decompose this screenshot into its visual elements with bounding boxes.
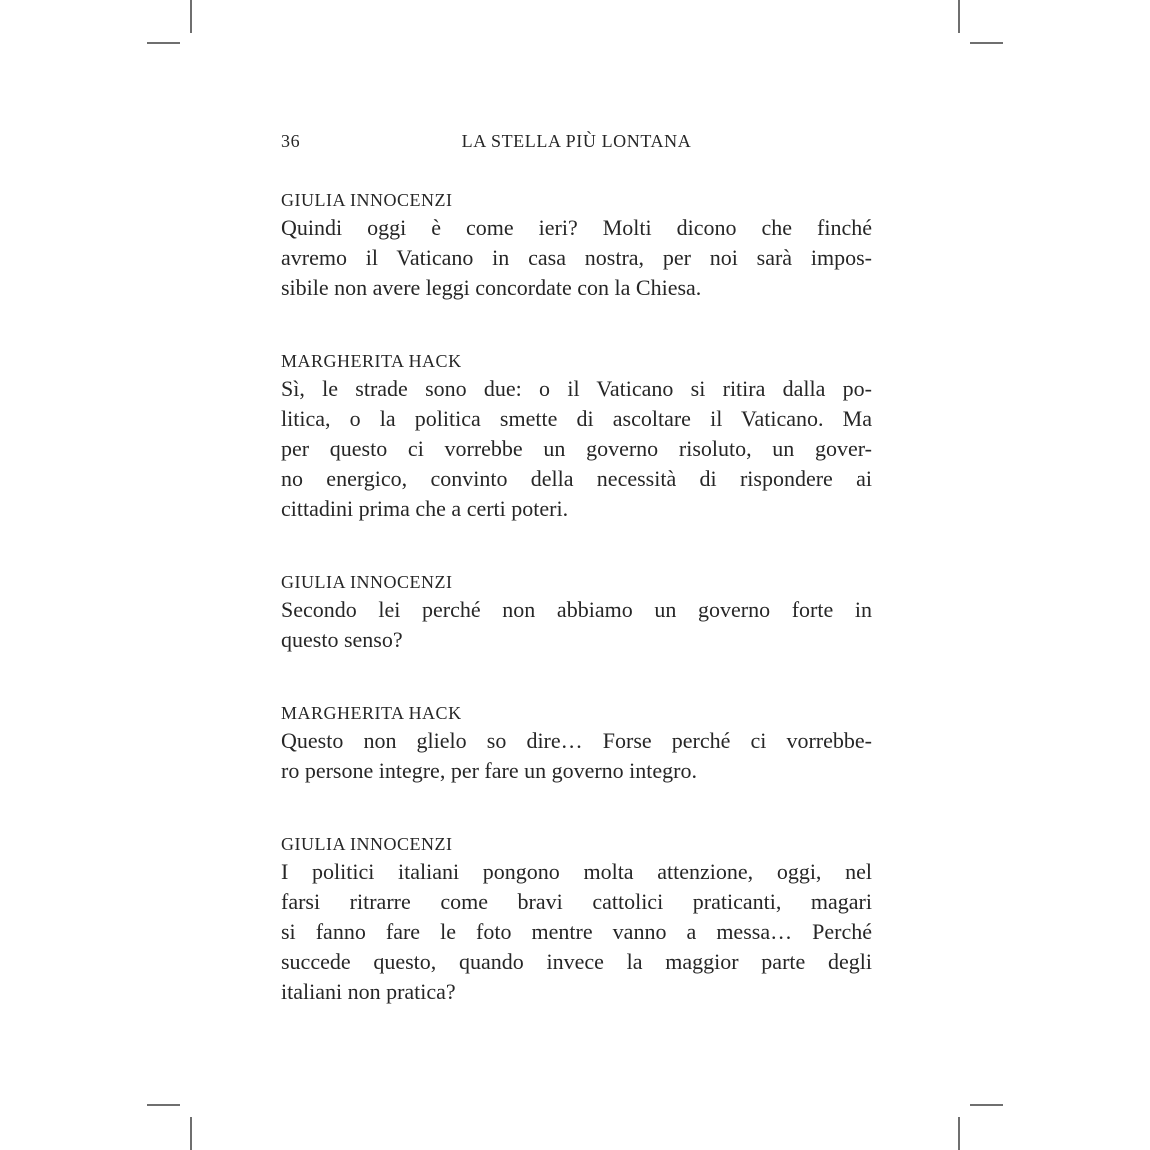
crop-mark-bottom-right-horizontal — [970, 1104, 1003, 1106]
text-line: Secondo lei perché non abbiamo un governo forte in — [281, 597, 872, 622]
text-line: Sì, le strade sono due: o il Vaticano si ritira dalla po- — [281, 376, 872, 401]
page-content — [281, 130, 872, 1052]
speaker-label: GIULIA INNOCENZI — [281, 190, 453, 210]
dialogue-block — [281, 569, 872, 655]
text-line: Questo non glielo so dire… Forse perché ci vorrebbe- — [281, 728, 872, 753]
text-line: Quindi oggi è come ieri? Molti dicono che finché — [281, 215, 872, 240]
crop-mark-bottom-left-vertical — [190, 1117, 192, 1150]
text-line: farsi ritrarre come bravi cattolici praticanti, magari — [281, 889, 872, 914]
dialogue-block — [281, 348, 872, 524]
dialogue-block — [281, 187, 872, 303]
text-line: sibile non avere leggi concordate con la Chiesa. — [281, 275, 702, 300]
text-line: I politici italiani pongono molta attenzione, oggi, nel — [281, 859, 872, 884]
dialogue-block — [281, 831, 872, 1007]
speaker-label: GIULIA INNOCENZI — [281, 572, 453, 592]
text-line: cittadini prima che a certi poteri. — [281, 496, 569, 521]
crop-mark-top-right-horizontal — [970, 42, 1003, 44]
speaker-label: GIULIA INNOCENZI — [281, 834, 453, 854]
crop-mark-bottom-left-horizontal — [147, 1104, 180, 1106]
speaker-label: MARGHERITA HACK — [281, 351, 462, 371]
text-line: si fanno fare le foto mentre vanno a messa… Perché — [281, 919, 872, 944]
crop-mark-top-left-vertical — [190, 0, 192, 33]
speaker-label: MARGHERITA HACK — [281, 703, 462, 723]
text-line: italiani non pratica? — [281, 979, 456, 1004]
crop-mark-top-left-horizontal — [147, 42, 180, 44]
page-number: 36 — [281, 131, 301, 151]
text-line: no energico, convinto della necessità di rispondere ai — [281, 466, 872, 491]
running-head — [281, 130, 872, 152]
text-line: succede questo, quando invece la maggior parte degli — [281, 949, 872, 974]
text-line: questo senso? — [281, 627, 403, 652]
running-title: LA STELLA PIÙ LONTANA — [461, 131, 692, 151]
crop-mark-bottom-right-vertical — [958, 1117, 960, 1150]
text-line: per questo ci vorrebbe un governo risoluto, un gover- — [281, 436, 872, 461]
text-line: ro persone integre, per fare un governo integro. — [281, 758, 698, 783]
crop-mark-top-right-vertical — [958, 0, 960, 33]
text-line: avremo il Vaticano in casa nostra, per noi sarà impos- — [281, 245, 872, 270]
text-line: litica, o la politica smette di ascoltare il Vaticano. Ma — [281, 406, 872, 431]
dialogue-block — [281, 700, 872, 786]
